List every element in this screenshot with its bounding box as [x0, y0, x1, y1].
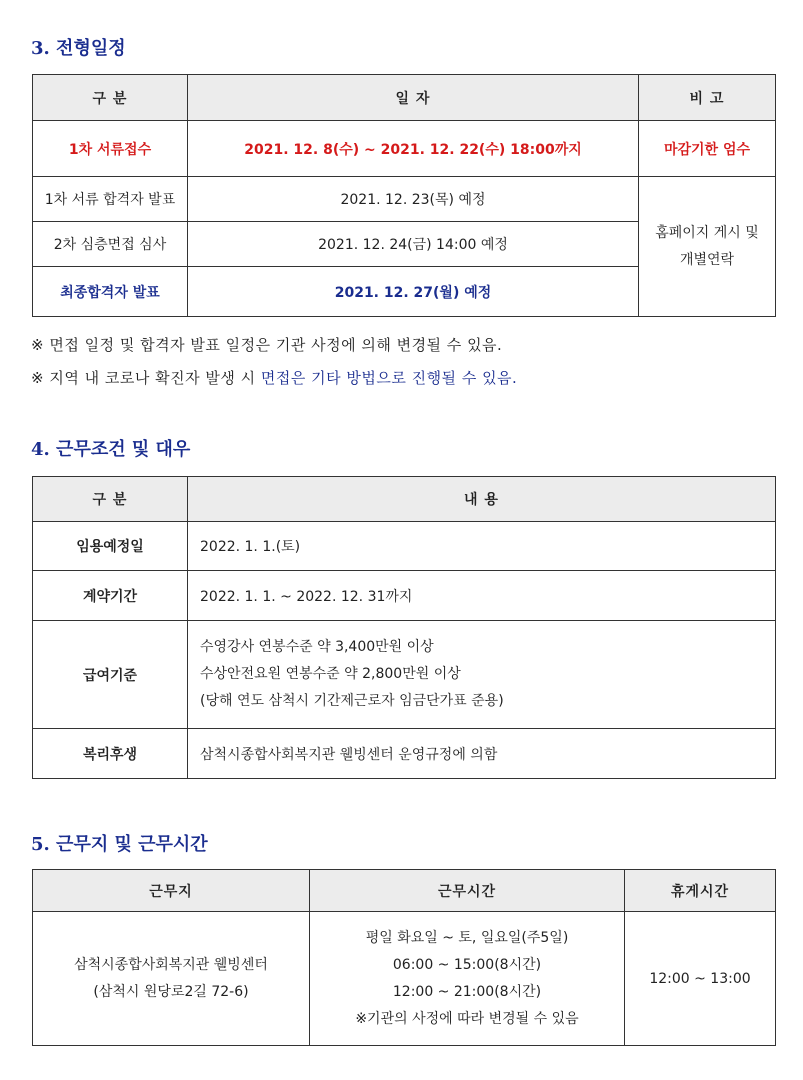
condition-label: 임용예정일 [33, 522, 188, 571]
workplace-header-row [33, 870, 776, 912]
table-row [33, 522, 776, 571]
table-row [33, 621, 776, 729]
salary-line: 수상안전요원 연봉수준 약 2,800만원 이상 [200, 666, 461, 682]
merged-note-line1: 홈페이지 게시 및 [655, 224, 759, 241]
schedule-table [32, 74, 776, 317]
workplace-header-place: 근무지 [33, 870, 310, 912]
schedule-date: 2021. 12. 23(목) 예정 [188, 177, 639, 222]
place-line: 삼척시종합사회복지관 웰빙센터 [74, 956, 268, 973]
schedule-label: 1차 서류 합격자 발표 [33, 177, 188, 222]
schedule-date: 2021. 12. 27(월) 예정 [188, 267, 639, 317]
condition-label: 급여기준 [33, 621, 188, 729]
workplace-header-hours: 근무시간 [310, 870, 625, 912]
schedule-date: 2021. 12. 8(수) ~ 2021. 12. 22(수) 18:00까지 [188, 121, 639, 177]
schedule-header-note: 비 고 [639, 75, 776, 121]
condition-value: 2022. 1. 1. ~ 2022. 12. 31까지 [188, 571, 776, 621]
condition-label: 복리후생 [33, 729, 188, 779]
table-row [33, 571, 776, 621]
notice-mark: ※ [31, 369, 45, 387]
workplace-hours [310, 912, 625, 1046]
notice-line [31, 334, 502, 355]
schedule-note: 마감기한 엄수 [639, 121, 776, 177]
schedule-label: 2차 심층면접 심사 [33, 222, 188, 267]
schedule-merged-note [639, 177, 776, 317]
section4-title: 4. 근무조건 및 대우 [31, 439, 191, 460]
condition-label: 계약기간 [33, 571, 188, 621]
condition-value: 삼척시종합사회복지관 웰빙센터 운영규정에 의함 [188, 729, 776, 779]
table-row [33, 912, 776, 1046]
schedule-label: 1차 서류접수 [33, 121, 188, 177]
conditions-header-content: 내 용 [188, 477, 776, 522]
notice-mark: ※ [31, 336, 45, 354]
hours-line: 12:00 ~ 21:00(8시간) [392, 983, 542, 1000]
hours-line: 06:00 ~ 15:00(8시간) [392, 956, 542, 973]
conditions-header-category: 구 분 [33, 477, 188, 522]
workplace-place [33, 912, 310, 1046]
table-row [33, 121, 776, 177]
hours-line: 평일 화요일 ~ 토, 일요일(주5일) [365, 929, 569, 946]
workplace-table [32, 869, 776, 1046]
section3-title: 3. 전형일정 [31, 38, 126, 59]
schedule-header-row [33, 75, 776, 121]
conditions-table [32, 476, 776, 779]
section5-title: 5. 근무지 및 근무시간 [31, 834, 208, 855]
table-row [33, 729, 776, 779]
condition-value: 2022. 1. 1.(토) [188, 522, 776, 571]
schedule-date: 2021. 12. 24(금) 14:00 예정 [188, 222, 639, 267]
schedule-header-date: 일 자 [188, 75, 639, 121]
hours-note: ※기관의 사정에 따라 변경될 수 있음 [355, 1010, 579, 1027]
notice-highlight: 면접은 기타 방법으로 진행될 수 있음. [260, 369, 518, 387]
notice-text: 면접 일정 및 합격자 발표 일정은 기관 사정에 의해 변경될 수 있음. [49, 336, 503, 354]
salary-line: 수영강사 연봉수준 약 3,400만원 이상 [200, 639, 434, 655]
salary-line: (당해 연도 삼척시 기간제근로자 임금단가표 준용) [200, 693, 504, 709]
workplace-break: 12:00 ~ 13:00 [625, 912, 776, 1046]
workplace-header-break: 휴게시간 [625, 870, 776, 912]
place-line: (삼척시 원당로2길 72-6) [93, 983, 249, 1000]
table-row [33, 177, 776, 222]
schedule-header-category: 구 분 [33, 75, 188, 121]
conditions-header-row [33, 477, 776, 522]
schedule-label: 최종합격자 발표 [33, 267, 188, 317]
condition-value [188, 621, 776, 729]
notice-text: 지역 내 코로나 확진자 발생 시 [49, 369, 261, 387]
merged-note-line2: 개별연락 [679, 251, 735, 268]
notice-line [31, 367, 517, 388]
